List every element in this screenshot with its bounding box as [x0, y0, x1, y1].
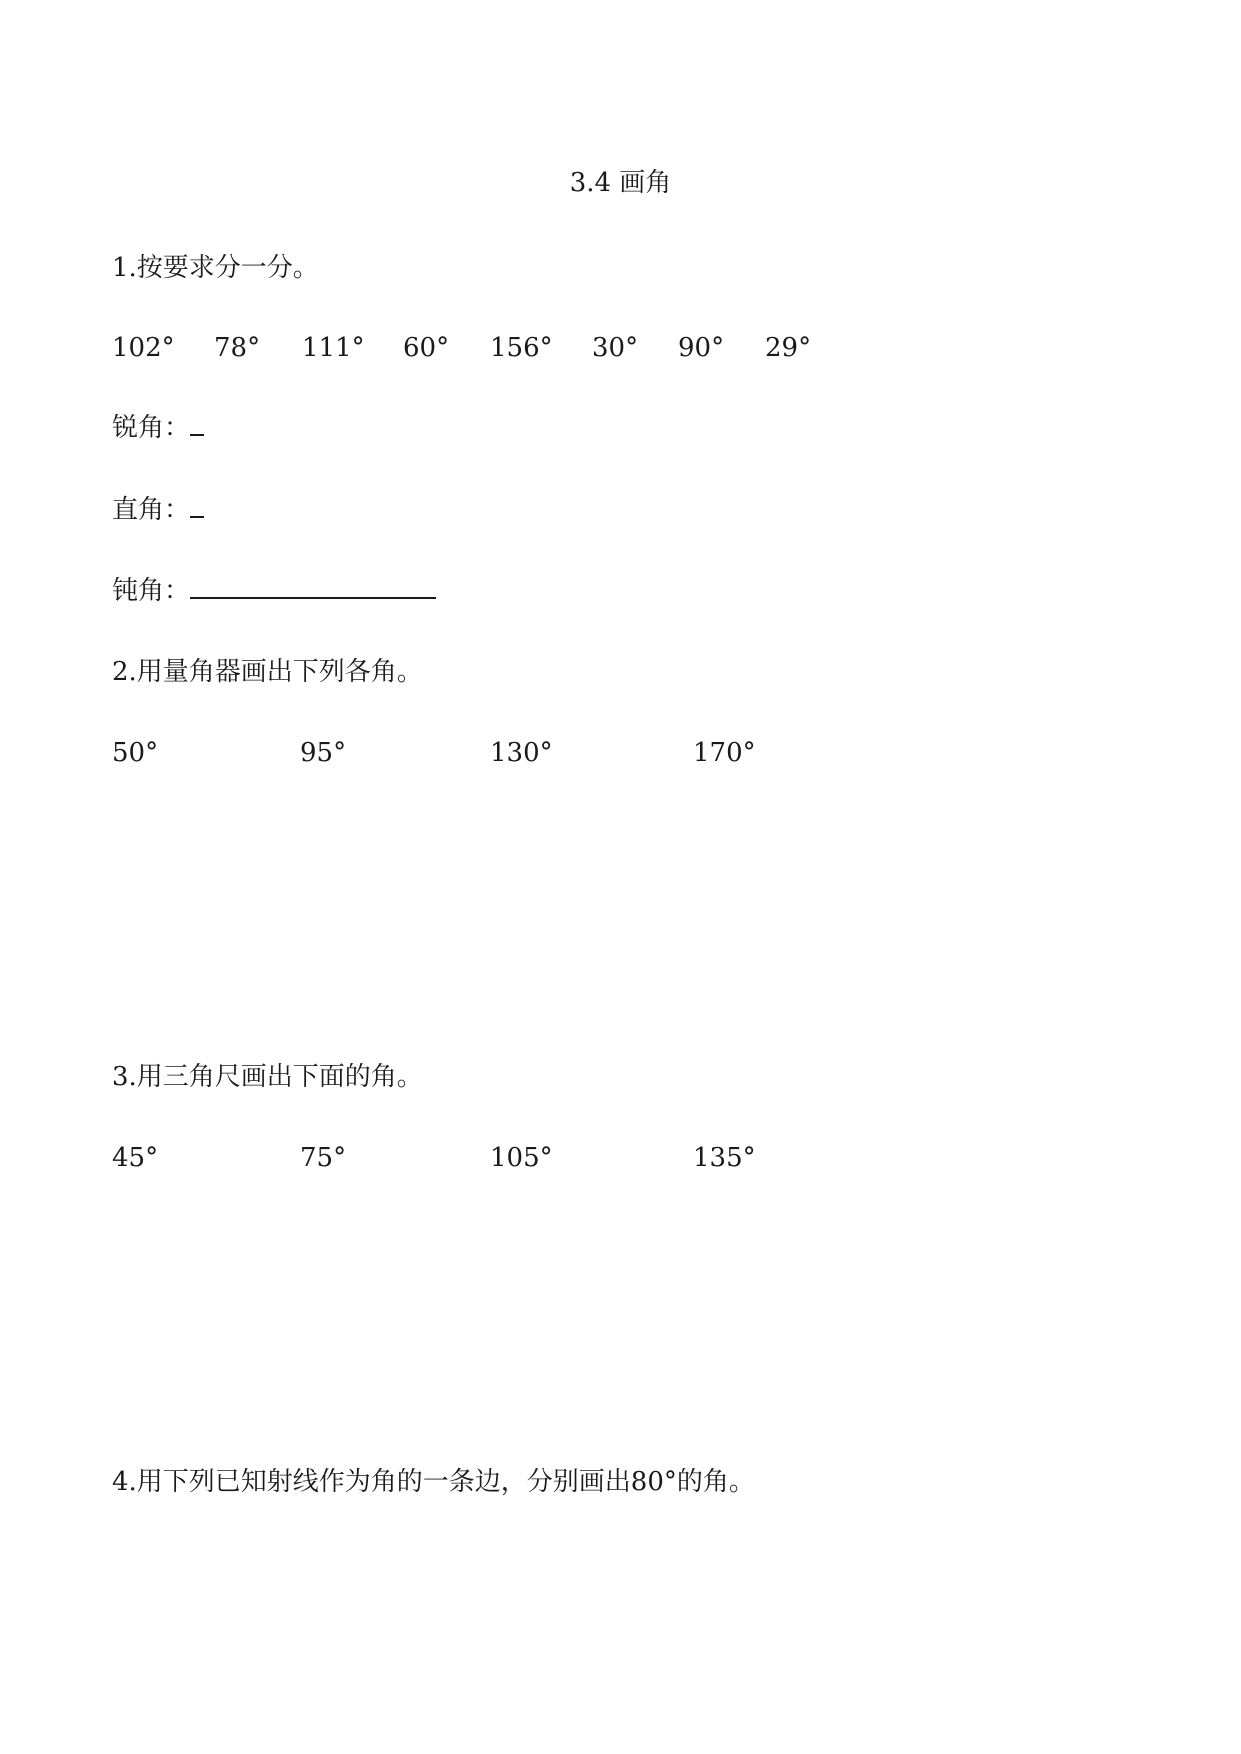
angle-value: 105°	[490, 1143, 553, 1173]
angle-value: 135°	[693, 1143, 756, 1173]
angle-value: 29°	[765, 333, 812, 363]
angle-value: 90°	[678, 333, 725, 363]
angle-value: 102°	[112, 333, 175, 363]
angle-value: 30°	[592, 333, 639, 363]
acute-label: 锐角：	[112, 413, 191, 443]
obtuse-label: 钝角：	[112, 576, 191, 606]
question-4-prompt: 4.用下列已知射线作为角的一条边，分别画出80°的角。	[112, 1467, 755, 1497]
angle-value: 50°	[112, 738, 159, 768]
angle-value: 111°	[302, 333, 365, 363]
angle-value: 156°	[490, 333, 553, 363]
angle-value: 95°	[300, 738, 347, 768]
angle-value: 60°	[403, 333, 450, 363]
right-label: 直角：	[112, 495, 191, 525]
question-3-prompt: 3.用三角尺画出下面的角。	[112, 1062, 423, 1092]
angle-value: 170°	[693, 738, 756, 768]
angle-value: 78°	[214, 333, 261, 363]
page-title: 3.4 画角	[569, 168, 672, 198]
question-2-prompt: 2.用量角器画出下列各角。	[112, 657, 423, 687]
angle-value: 45°	[112, 1143, 159, 1173]
angle-value: 130°	[490, 738, 553, 768]
question-1-prompt: 1.按要求分一分。	[112, 253, 319, 283]
angle-value: 75°	[300, 1143, 347, 1173]
